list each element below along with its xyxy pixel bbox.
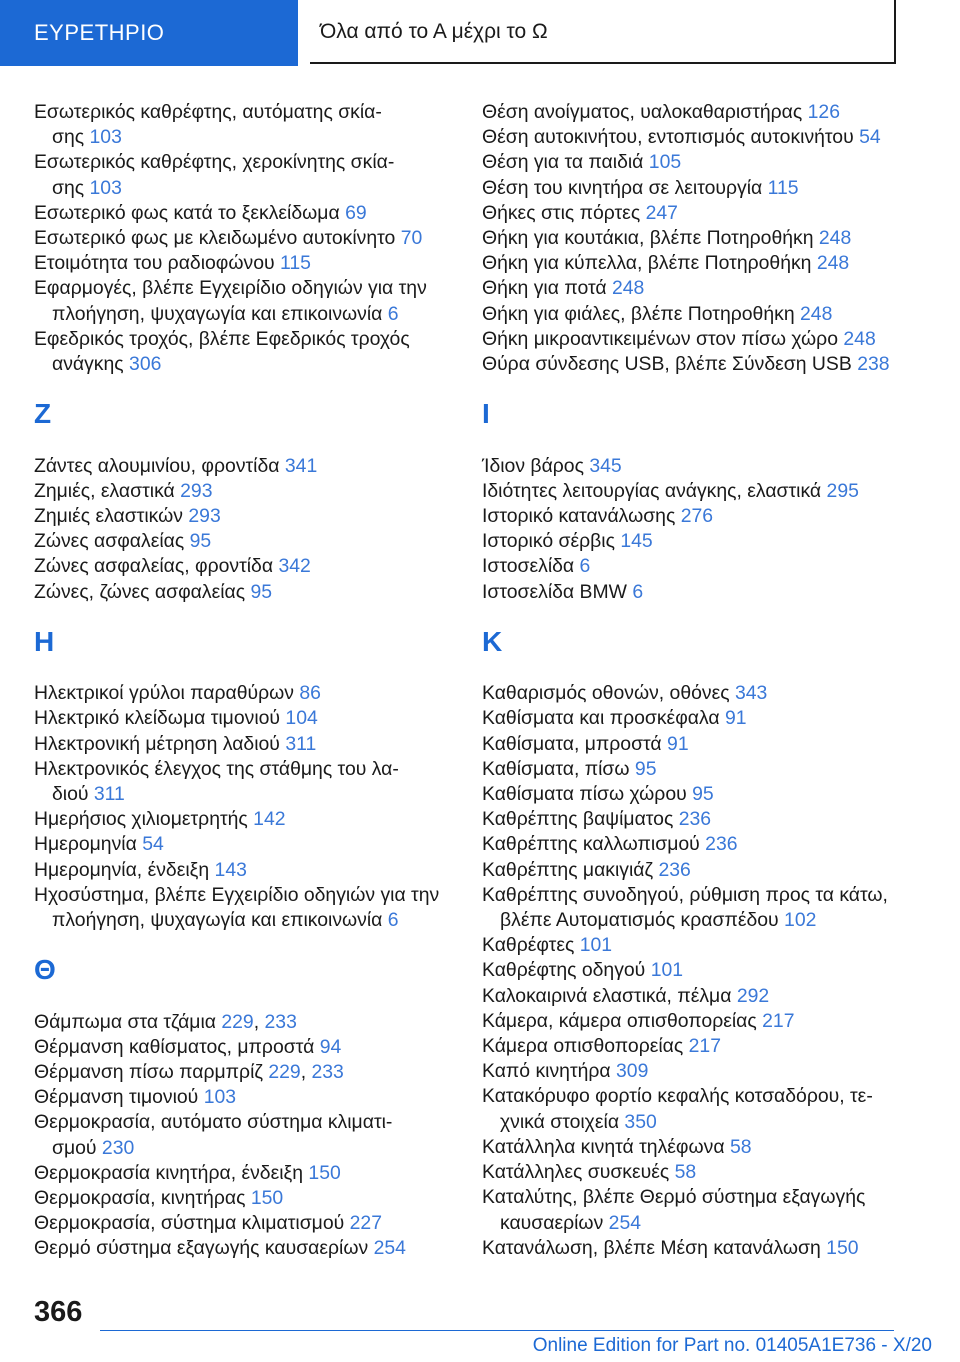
- page-reference-link[interactable]: 227: [349, 1212, 382, 1235]
- page-header: [0, 0, 960, 66]
- index-entry: [482, 1160, 922, 1185]
- index-entry: [34, 732, 474, 757]
- entry-text: Ημερήσιος χιλιομετρητής: [34, 808, 248, 831]
- index-entry: [482, 580, 922, 605]
- index-entry: [482, 302, 922, 327]
- entry-text: Εσωτερικός καθρέφτης, χεροκίνητης σκία-: [34, 151, 395, 174]
- index-entry: [482, 176, 922, 201]
- entry-text: Θέρμανση τιμονιού: [34, 1086, 199, 1109]
- index-entry: [34, 150, 474, 200]
- index-entry: [482, 1135, 922, 1160]
- page-reference-link[interactable]: 233: [264, 1010, 297, 1033]
- entry-text: Θέση ανοίγματος, υαλοκαθαριστήρας: [482, 101, 803, 123]
- index-entry: [482, 1185, 922, 1235]
- index-entry: [482, 807, 922, 832]
- index-entry: [482, 454, 922, 479]
- page-reference-link[interactable]: 217: [762, 1009, 795, 1032]
- entry-text: Ίδιον βάρος: [482, 454, 584, 477]
- page-reference-link[interactable]: 143: [214, 858, 247, 881]
- entry-text: Καθρέφτης οδηγού: [482, 959, 646, 982]
- index-entry: [482, 251, 922, 276]
- index-entry: [482, 984, 922, 1009]
- entry-text: Ζάντες αλουμινίου, φροντίδα: [34, 454, 280, 477]
- index-entry: [34, 529, 474, 554]
- page-reference-link[interactable]: 306: [129, 353, 162, 376]
- page-reference-link[interactable]: 343: [734, 682, 768, 705]
- index-entry: [34, 504, 474, 529]
- page-reference-link[interactable]: 95: [189, 530, 212, 553]
- page-reference-link[interactable]: 217: [688, 1035, 721, 1058]
- entry-text: Ηχοσύστημα, βλέπε Εγχειρίδιο οδηγιών για την: [34, 883, 440, 906]
- index-entry: [34, 580, 474, 605]
- page-reference-link[interactable]: 293: [180, 479, 213, 502]
- index-entry: [34, 226, 474, 251]
- page-reference-link[interactable]: 248: [611, 277, 645, 300]
- footer-divider: [100, 1330, 894, 1331]
- entry-text: Ηλεκτρικό κλείδωμα τιμονιού: [34, 707, 281, 730]
- entry-text: Καθρέπτης μακιγιάζ: [482, 858, 654, 881]
- section-letter: H: [34, 625, 55, 657]
- index-entry: [482, 276, 922, 301]
- entry-text: βλέπε Αυτοματισμός κρασπέδου: [500, 909, 779, 932]
- page-reference-link[interactable]: 233: [311, 1061, 344, 1084]
- page-reference-link[interactable]: 229: [221, 1010, 254, 1033]
- entry-text: Καθρέπτης συνοδηγού, ρύθμιση προς τα κάτω,: [482, 883, 888, 906]
- entry-text: Ιστορικό κατανάλωσης: [482, 505, 676, 528]
- page-reference-link[interactable]: 95: [634, 757, 657, 780]
- index-entry: [34, 276, 474, 326]
- entry-text: Θήκη μικροαντικειμένων στον πίσω χώρο: [482, 327, 838, 350]
- index-entry: [482, 1236, 922, 1261]
- page-reference-link[interactable]: 115: [767, 176, 799, 199]
- page-reference-link[interactable]: 341: [284, 454, 318, 477]
- entry-text: Εσωτερικό φως κατά το ξεκλείδωμα: [34, 201, 340, 224]
- page-reference-link[interactable]: 295: [826, 479, 859, 502]
- index-column-left: [34, 100, 474, 1262]
- page-reference-link[interactable]: 254: [373, 1237, 406, 1260]
- index-entry: Θάμπωμα στα τζάμια 229, 233: [34, 1010, 297, 1033]
- index-entry: [34, 1085, 474, 1110]
- index-entry: [34, 1161, 474, 1186]
- index-entry: [482, 554, 922, 579]
- page-reference-link[interactable]: 6: [579, 555, 591, 578]
- index-entry: [34, 479, 474, 504]
- entry-text: Θέση αυτοκινήτου, εντοπισμός αυτοκινήτου: [482, 126, 854, 149]
- entry-text: Εσωτερικό φως με κλειδωμένο αυτοκίνητο: [34, 227, 396, 250]
- entry-text: Κατανάλωση, βλέπε Μέση κατανάλωση: [482, 1236, 821, 1259]
- page-reference-link[interactable]: 248: [843, 327, 876, 350]
- section-letter: K: [482, 625, 503, 657]
- page-reference-link[interactable]: 230: [101, 1136, 135, 1159]
- edition-note: Online Edition for Part no. 01405A1E736 - X/20: [532, 1335, 932, 1356]
- entry-text: πλοήγηση, ψυχαγωγία και επικοινωνία: [52, 909, 383, 932]
- entry-text: Καθίσματα, πίσω: [482, 757, 630, 780]
- entry-text: Ζημιές, ελαστικά: [34, 479, 175, 502]
- entry-text: πλοήγηση, ψυχαγωγία και επικοινωνία: [52, 302, 383, 325]
- index-entry: [34, 1186, 474, 1211]
- page-reference-link[interactable]: 248: [800, 302, 833, 325]
- page-reference-link[interactable]: 94: [319, 1035, 342, 1058]
- page-reference-link[interactable]: 150: [250, 1187, 284, 1210]
- index-entry: [482, 479, 922, 504]
- entry-text: ανάγκης: [52, 353, 124, 376]
- section-subtitle: Όλα από το Α μέχρι το Ω: [310, 0, 896, 64]
- page-reference-link[interactable]: 229: [268, 1061, 301, 1084]
- entry-text: Κατακόρυφο φορτίο κεφαλής κοτσαδόρου, τε-: [482, 1085, 873, 1108]
- page-reference-link[interactable]: 91: [724, 707, 747, 730]
- index-entry: [34, 454, 474, 479]
- entry-text: Καθρέπτης βαψίματος: [482, 808, 674, 831]
- index-entry: [34, 100, 474, 150]
- entry-text: Θερμοκρασία, κινητήρας: [34, 1187, 246, 1210]
- entry-text: Κάμερα οπισθοπορείας: [482, 1035, 684, 1058]
- index-entry: [482, 732, 922, 757]
- entry-text: Θέρμανση καθίσματος, μπροστά: [34, 1035, 315, 1058]
- page-reference-link[interactable]: 236: [705, 833, 738, 856]
- index-entry: [34, 1236, 474, 1261]
- entry-text: Ετοιμότητα του ραδιοφώνου: [34, 252, 275, 275]
- page-reference-link[interactable]: 104: [285, 707, 318, 730]
- entry-text: Ηλεκτρονική μέτρηση λαδιού: [34, 732, 280, 755]
- index-entry: [34, 554, 474, 579]
- entry-text: καυσαερίων: [500, 1211, 604, 1234]
- page-reference-link[interactable]: 345: [589, 454, 622, 477]
- index-entry: [34, 201, 474, 226]
- page-reference-link[interactable]: 6: [387, 909, 399, 932]
- page-reference-link[interactable]: 238: [857, 353, 890, 376]
- section-letter: I: [482, 398, 490, 430]
- entry-text: Καθίσματα, μπροστά: [482, 732, 662, 755]
- index-tab[interactable]: ΕΥΡΕΤΗΡΙΟ: [0, 0, 298, 66]
- page-reference-link[interactable]: 311: [93, 783, 125, 806]
- page-reference-link[interactable]: 311: [285, 732, 317, 755]
- page-reference-link[interactable]: 150: [826, 1236, 859, 1259]
- entry-text: Καταλύτης, βλέπε Θερμό σύστημα εξαγωγής: [482, 1186, 866, 1209]
- entry-text: διού: [52, 783, 89, 806]
- entry-text: Καθαρισμός οθονών, οθόνες: [482, 682, 730, 705]
- page-number: 366: [34, 1296, 83, 1328]
- index-entry: [482, 883, 922, 933]
- index-entry: [34, 757, 474, 807]
- page-reference-link[interactable]: 95: [250, 580, 273, 603]
- entry-text: σης: [52, 176, 85, 199]
- entry-text: Κατάλληλες συσκευές: [482, 1161, 670, 1184]
- entry-text: Θήκη για φιάλες, βλέπε Ποτηροθήκη: [482, 302, 795, 325]
- entry-text: Καθίσματα και προσκέφαλα: [482, 707, 720, 730]
- entry-text: Καπό κινητήρα: [482, 1060, 611, 1083]
- page-reference-link[interactable]: 54: [142, 833, 164, 856]
- page-reference-link[interactable]: 145: [620, 530, 653, 553]
- page-reference-link[interactable]: 6: [387, 302, 399, 325]
- entry-text: Θέση για τα παιδιά: [482, 151, 644, 174]
- index-entry: [482, 858, 922, 883]
- page-reference-link[interactable]: 142: [253, 808, 286, 831]
- index-entry: [482, 1084, 922, 1134]
- page-reference-link[interactable]: 91: [667, 732, 689, 755]
- page-reference-link[interactable]: 103: [203, 1086, 237, 1109]
- index-entry: [34, 832, 474, 857]
- entry-text: Ιστοσελίδα: [482, 555, 575, 578]
- page-reference-link[interactable]: 54: [859, 126, 881, 149]
- page-reference-link[interactable]: 69: [345, 201, 367, 224]
- page-reference-link[interactable]: 276: [680, 505, 714, 528]
- entry-text: Θερμοκρασία κινητήρα, ένδειξη: [34, 1161, 304, 1184]
- entry-text: Θέση του κινητήρα σε λειτουργία: [482, 176, 763, 199]
- index-entry: [34, 706, 474, 731]
- entry-text: Ζώνες ασφαλείας, φροντίδα: [34, 555, 274, 578]
- entry-text: Ηλεκτρονικός έλεγχος της στάθμης του λα-: [34, 757, 399, 780]
- page-reference-link[interactable]: 102: [784, 909, 817, 932]
- index-entry: [482, 100, 922, 125]
- index-entry: [34, 681, 474, 706]
- entry-text: Θήκη για κύπελλα, βλέπε Ποτηροθήκη: [482, 252, 812, 275]
- entry-text: Καλοκαιρινά ελαστικά, πέλμα: [482, 984, 732, 1007]
- page-reference-link[interactable]: 236: [678, 808, 712, 831]
- page-reference-link[interactable]: 58: [674, 1161, 697, 1184]
- index-entry: [482, 1009, 922, 1034]
- entry-text: Ζώνες ασφαλείας: [34, 530, 185, 553]
- page-reference-link[interactable]: 86: [299, 682, 321, 705]
- index-entry: [34, 251, 474, 276]
- page-reference-link[interactable]: 58: [729, 1135, 752, 1158]
- entry-text: Θήκες στις πόρτες: [482, 201, 641, 224]
- page-reference-link[interactable]: 248: [818, 227, 852, 250]
- entry-text: Ημερομηνία, ένδειξη: [34, 858, 210, 881]
- entry-text: Εφεδρικός τροχός, βλέπε Εφεδρικός τροχός: [34, 327, 410, 350]
- entry-text: Ζώνες, ζώνες ασφαλείας: [34, 580, 246, 603]
- index-entry: [482, 201, 922, 226]
- index-entry: [34, 883, 474, 933]
- index-entry: [482, 1059, 922, 1084]
- index-entry: [34, 327, 474, 377]
- page-reference-link[interactable]: 292: [736, 984, 770, 1007]
- index-entry: [482, 933, 922, 958]
- page-reference-link[interactable]: 247: [645, 201, 678, 224]
- entry-text: Εφαρμογές, βλέπε Εγχειρίδιο οδηγιών για την: [34, 277, 427, 300]
- entry-text: Θερμό σύστημα εξαγωγής καυσαερίων: [34, 1237, 369, 1260]
- index-entry: [482, 504, 922, 529]
- page-reference-link[interactable]: 309: [616, 1060, 649, 1083]
- entry-text: Κάμερα, κάμερα οπισθοπορείας: [482, 1009, 757, 1032]
- entry-text: Εσωτερικός καθρέφτης, αυτόματης σκία-: [34, 101, 382, 123]
- page-reference-link[interactable]: 105: [648, 151, 682, 174]
- entry-text: Ιστοσελίδα BMW: [482, 580, 627, 603]
- page-reference-link[interactable]: 103: [89, 176, 122, 199]
- section-letter: Z: [34, 398, 52, 430]
- index-entry: [34, 1110, 474, 1160]
- page-reference-link[interactable]: 115: [280, 252, 311, 275]
- page-reference-link[interactable]: 342: [278, 555, 311, 578]
- entry-text: σης: [52, 126, 85, 149]
- index-entry: [34, 1035, 474, 1060]
- entry-text: Θήκη για κουτάκια, βλέπε Ποτηροθήκη: [482, 227, 814, 250]
- page-reference-link[interactable]: 126: [807, 101, 840, 123]
- page-reference-link[interactable]: 254: [608, 1211, 642, 1234]
- index-column-right: [482, 100, 922, 1261]
- index-entry: [482, 757, 922, 782]
- entry-text: Κατάλληλα κινητά τηλέφωνα: [482, 1135, 725, 1158]
- section-letter: Θ: [34, 954, 56, 986]
- entry-text: Ηλεκτρικοί γρύλοι παραθύρων: [34, 682, 294, 705]
- page-reference-link[interactable]: 248: [816, 252, 850, 275]
- index-entry: [482, 150, 922, 175]
- page-reference-link[interactable]: 236: [658, 858, 691, 881]
- index-entry: [482, 226, 922, 251]
- index-entry: [34, 807, 474, 832]
- entry-text: Ιστορικό σέρβις: [482, 530, 615, 553]
- page-reference-link[interactable]: 103: [89, 126, 122, 149]
- entry-text: Θήκη για ποτά: [482, 277, 607, 300]
- index-entry: [34, 858, 474, 883]
- entry-text: Θύρα σύνδεσης USB, βλέπε Σύνδεση USB: [482, 353, 852, 376]
- entry-text: Θέρμανση πίσω παρμπρίζ: [34, 1061, 263, 1084]
- entry-text: Ιδιότητες λειτουργίας ανάγκης, ελαστικά: [482, 479, 822, 502]
- index-entry: [482, 1034, 922, 1059]
- page-reference-link[interactable]: 101: [650, 959, 684, 982]
- index-entry: [482, 327, 922, 352]
- index-entry: [482, 529, 922, 554]
- entry-text: Καθρέπτης καλλωπισμού: [482, 833, 700, 856]
- entry-text: Καθίσματα πίσω χώρου: [482, 783, 687, 806]
- page-reference-link[interactable]: 101: [579, 934, 613, 957]
- page-reference-link[interactable]: 350: [624, 1110, 657, 1133]
- entry-text: χνικά στοιχεία: [500, 1110, 620, 1133]
- page-reference-link[interactable]: 150: [308, 1161, 341, 1184]
- page-reference-link[interactable]: 293: [188, 505, 221, 528]
- index-entry: [482, 681, 922, 706]
- entry-text: σμού: [52, 1136, 97, 1159]
- index-entry: [482, 706, 922, 731]
- index-entry: [482, 352, 922, 377]
- index-entry: [34, 1211, 474, 1236]
- page-reference-link[interactable]: 95: [692, 783, 714, 806]
- index-entry: [482, 958, 922, 983]
- entry-text: Θερμοκρασία, αυτόματο σύστημα κλιματι-: [34, 1111, 393, 1134]
- page-reference-link[interactable]: 6: [632, 580, 644, 603]
- entry-text: Θερμοκρασία, σύστημα κλιματισμού: [34, 1212, 345, 1235]
- page-reference-link[interactable]: 70: [400, 227, 423, 250]
- entry-text: Καθρέφτες: [482, 934, 575, 957]
- index-entry: [482, 782, 922, 807]
- entry-text: Θάμπωμα στα τζάμια: [34, 1010, 216, 1033]
- index-entry: [482, 832, 922, 857]
- entry-text: Ζημιές ελαστικών: [34, 505, 183, 528]
- entry-text: Ημερομηνία: [34, 833, 137, 856]
- index-entry: [482, 125, 922, 150]
- index-entry: Θέρμανση πίσω παρμπρίζ 229, 233: [34, 1061, 344, 1084]
